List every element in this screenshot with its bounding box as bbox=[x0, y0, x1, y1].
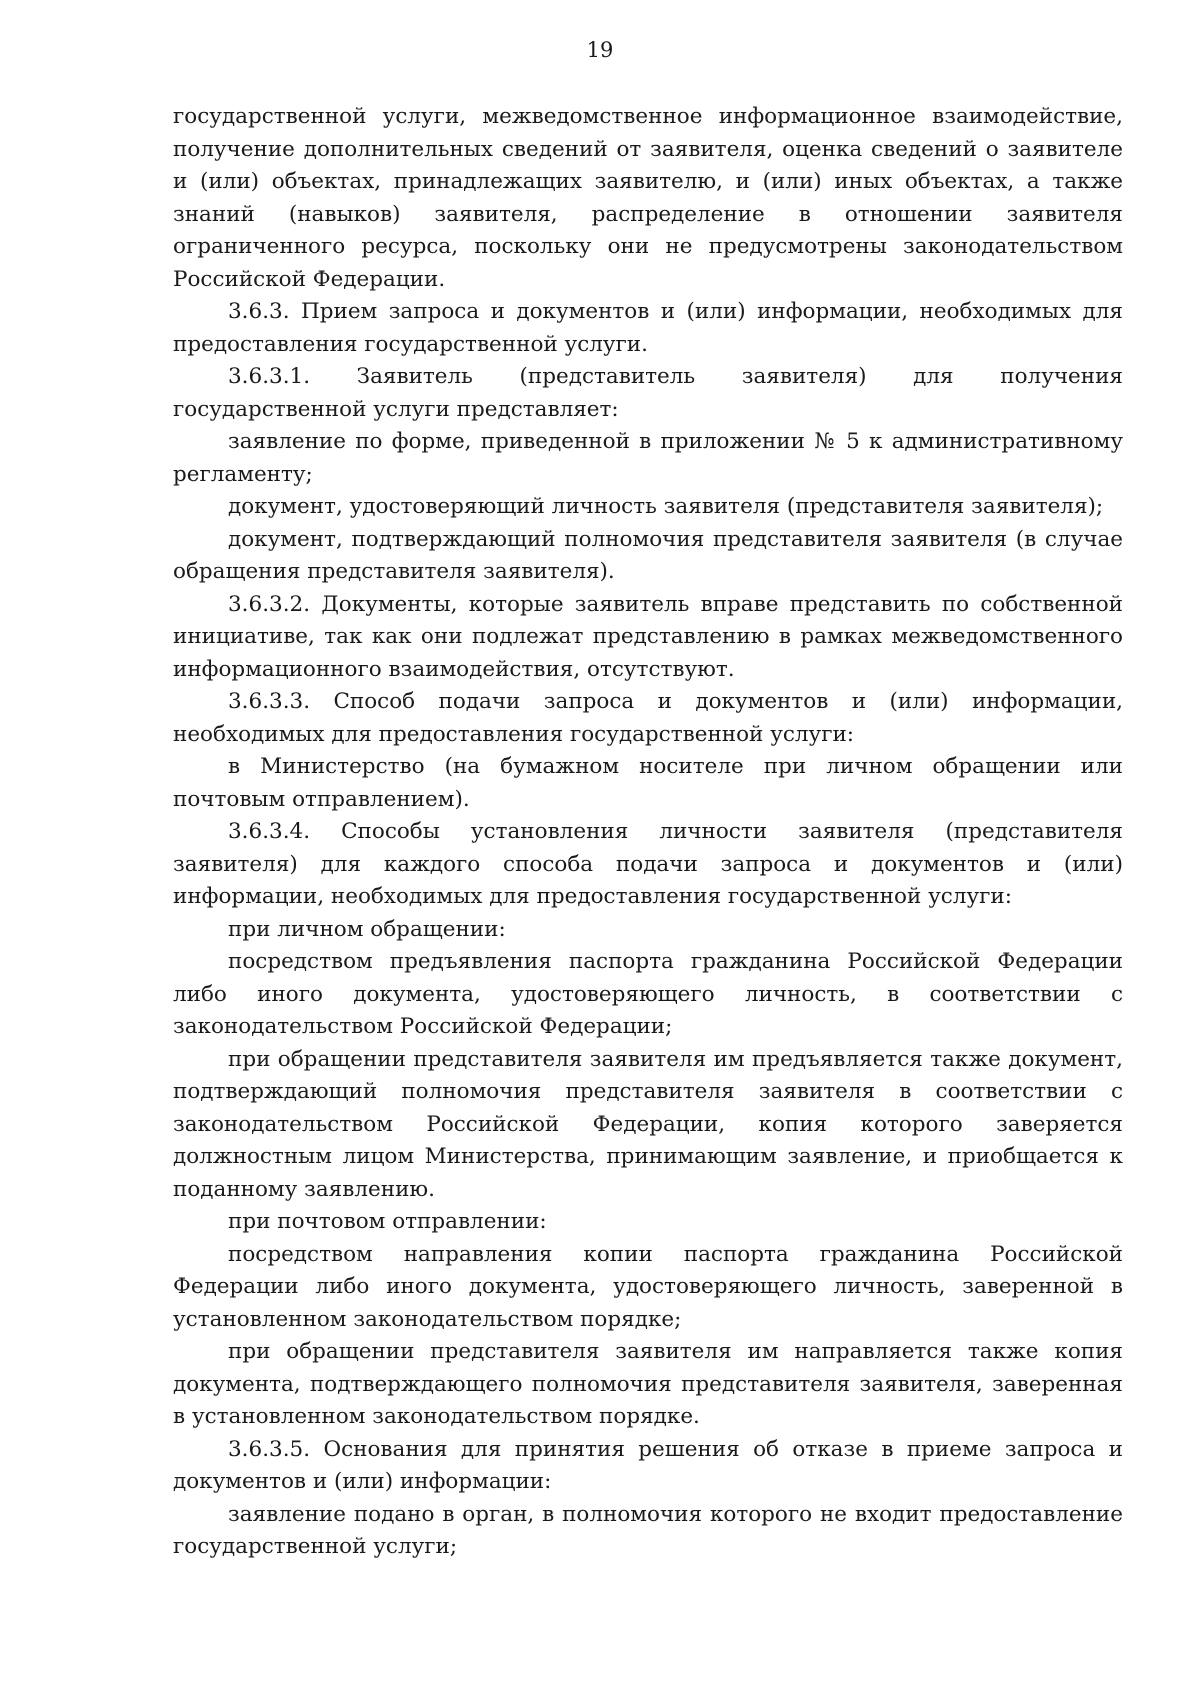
paragraph-3-6-3: 3.6.3. Прием запроса и документов и (или) информации, необходимых для предоставления государственной услуги. bbox=[173, 299, 1123, 357]
paragraph-continuation: государственной услуги, межведомственное информационное взаимодействие, получение дополнительных сведений от заявителя, оценка сведений о заявителе и (или) объектах, принадлежащих заявителю, и (или) иных объектах, а также знаний (навыков) заявителя, распределение в отношении заявителя ограниченного ресурса, поскольку они не предусмотрены законодательством Российской Федерации. bbox=[173, 104, 1123, 292]
document-body bbox=[173, 101, 1123, 1564]
list-item-passport-copy: посредством направления копии паспорта гражданина Российской Федерации либо иного документа, удостоверяющего личность, заверенной в установленном законодательством порядке; bbox=[173, 1241, 1123, 1332]
list-item-by-mail: при почтовом отправлении: bbox=[228, 1209, 547, 1234]
list-item-representative-copy: при обращении представителя заявителя им направляется также копия документа, подтверждающего полномочия представителя заявителя, заверенная в установленном законодательством порядке. bbox=[173, 1339, 1123, 1429]
list-item-representative-presentation: при обращении представителя заявителя им предъявляется также документ, подтверждающий полномочия представителя заявителя в соответствии с законодательством Российской Федерации, копия которого заверяется должностным лицом Министерства, принимающим заявление, и приобщается к поданному заявлению. bbox=[173, 1046, 1123, 1202]
page-number: 19 bbox=[586, 38, 614, 62]
paragraph-3-6-3-3: 3.6.3.3. Способ подачи запроса и документов и (или) информации, необходимых для предоставления государственной услуги: bbox=[173, 689, 1123, 747]
list-item-passport-presentation: посредством предъявления паспорта гражданина Российской Федерации либо иного документа, удостоверяющего личность, в соответствии с законодательством Российской Федерации; bbox=[173, 949, 1123, 1039]
list-item-authority-document: документ, подтверждающий полномочия представителя заявителя (в случае обращения представителя заявителя). bbox=[173, 526, 1123, 584]
list-item-ministry: в Министерство (на бумажном носителе при личном обращении или почтовым отправлением). bbox=[173, 754, 1123, 812]
list-item-application-form: заявление по форме, приведенной в приложении № 5 к административному регламенту; bbox=[173, 429, 1123, 487]
list-item-wrong-authority: заявление подано в орган, в полномочия которого не входит предоставление государственной услуги; bbox=[173, 1501, 1123, 1559]
list-item-in-person: при личном обращении: bbox=[228, 916, 506, 942]
paragraph-3-6-3-4: 3.6.3.4. Способы установления личности заявителя (представителя заявителя) для каждого способа подачи запроса и документов и (или) информации, необходимых для предоставления государственной услуги: bbox=[173, 819, 1123, 909]
list-item-identity-document: документ, удостоверяющий личность заявителя (представителя заявителя); bbox=[228, 494, 1104, 519]
paragraph-3-6-3-5: 3.6.3.5. Основания для принятия решения об отказе в приеме запроса и документов и (или) информации: bbox=[173, 1436, 1123, 1494]
paragraph-3-6-3-2: 3.6.3.2. Документы, которые заявитель вправе представить по собственной инициативе, так как они подлежат представлению в рамках межведомственного информационного взаимодействия, отсутствуют. bbox=[173, 591, 1123, 682]
paragraph-3-6-3-1: 3.6.3.1. Заявитель (представитель заявителя) для получения государственной услуги представляет: bbox=[173, 364, 1123, 422]
